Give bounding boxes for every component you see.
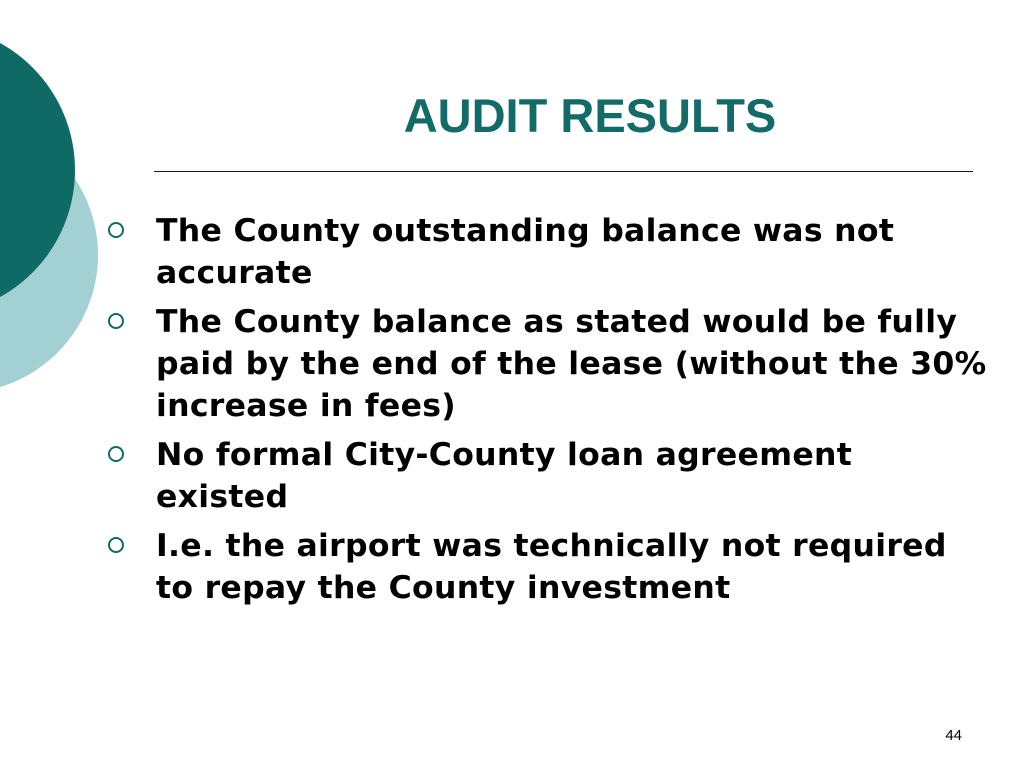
bullet-text: The County outstanding balance was not accurate — [156, 213, 895, 291]
hollow-circle-icon — [108, 313, 124, 329]
bullet-text: No formal City-County loan agreement existed — [156, 437, 853, 515]
bullet-list — [108, 210, 988, 616]
title-divider — [154, 171, 973, 172]
page-number: 44 — [945, 727, 962, 744]
slide-title: AUDIT RESULTS — [403, 89, 777, 142]
hollow-circle-icon — [108, 446, 124, 462]
bullet-item — [108, 434, 988, 518]
bullet-text: I.e. the airport was technically not required to repay the County investment — [156, 528, 947, 606]
hollow-circle-icon — [108, 222, 124, 238]
bullet-text: The County balance as stated would be fully paid by the end of the lease (without the 30% increase in fees) — [156, 304, 987, 424]
hollow-circle-icon — [108, 537, 124, 553]
bullet-item — [108, 301, 988, 427]
bullet-item — [108, 210, 988, 294]
decorative-circles — [0, 0, 120, 420]
bullet-item — [108, 525, 988, 609]
